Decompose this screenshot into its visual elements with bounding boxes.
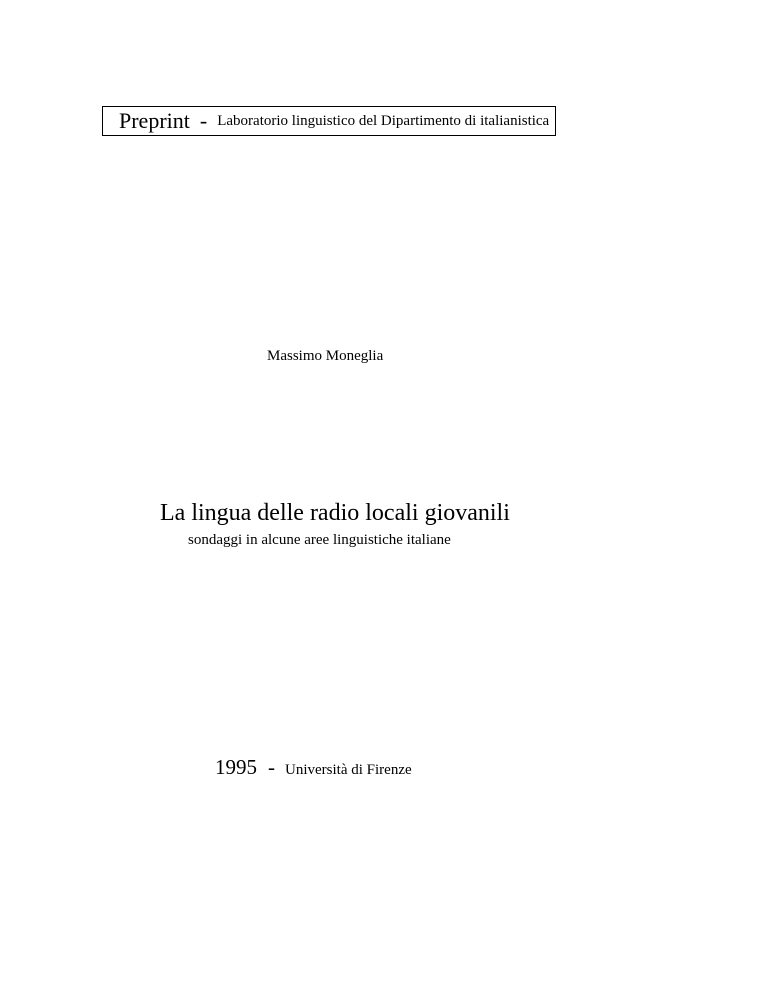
preprint-header-box [102, 106, 556, 136]
publication-year: 1995 [215, 755, 257, 779]
publication-footer [215, 755, 412, 780]
header-separator: - [199, 108, 208, 133]
preprint-label: Preprint [119, 108, 190, 133]
document-title: La lingua delle radio locali giovanili [160, 500, 510, 526]
footer-separator: - [268, 755, 275, 779]
laboratory-label: Laboratorio linguistico del Dipartimento di italianistica [217, 112, 550, 129]
author-name: Massimo Moneglia [267, 348, 384, 364]
university-name: Università di Firenze [285, 762, 412, 778]
document-subtitle: sondaggi in alcune aree linguistiche italiane [188, 532, 451, 548]
